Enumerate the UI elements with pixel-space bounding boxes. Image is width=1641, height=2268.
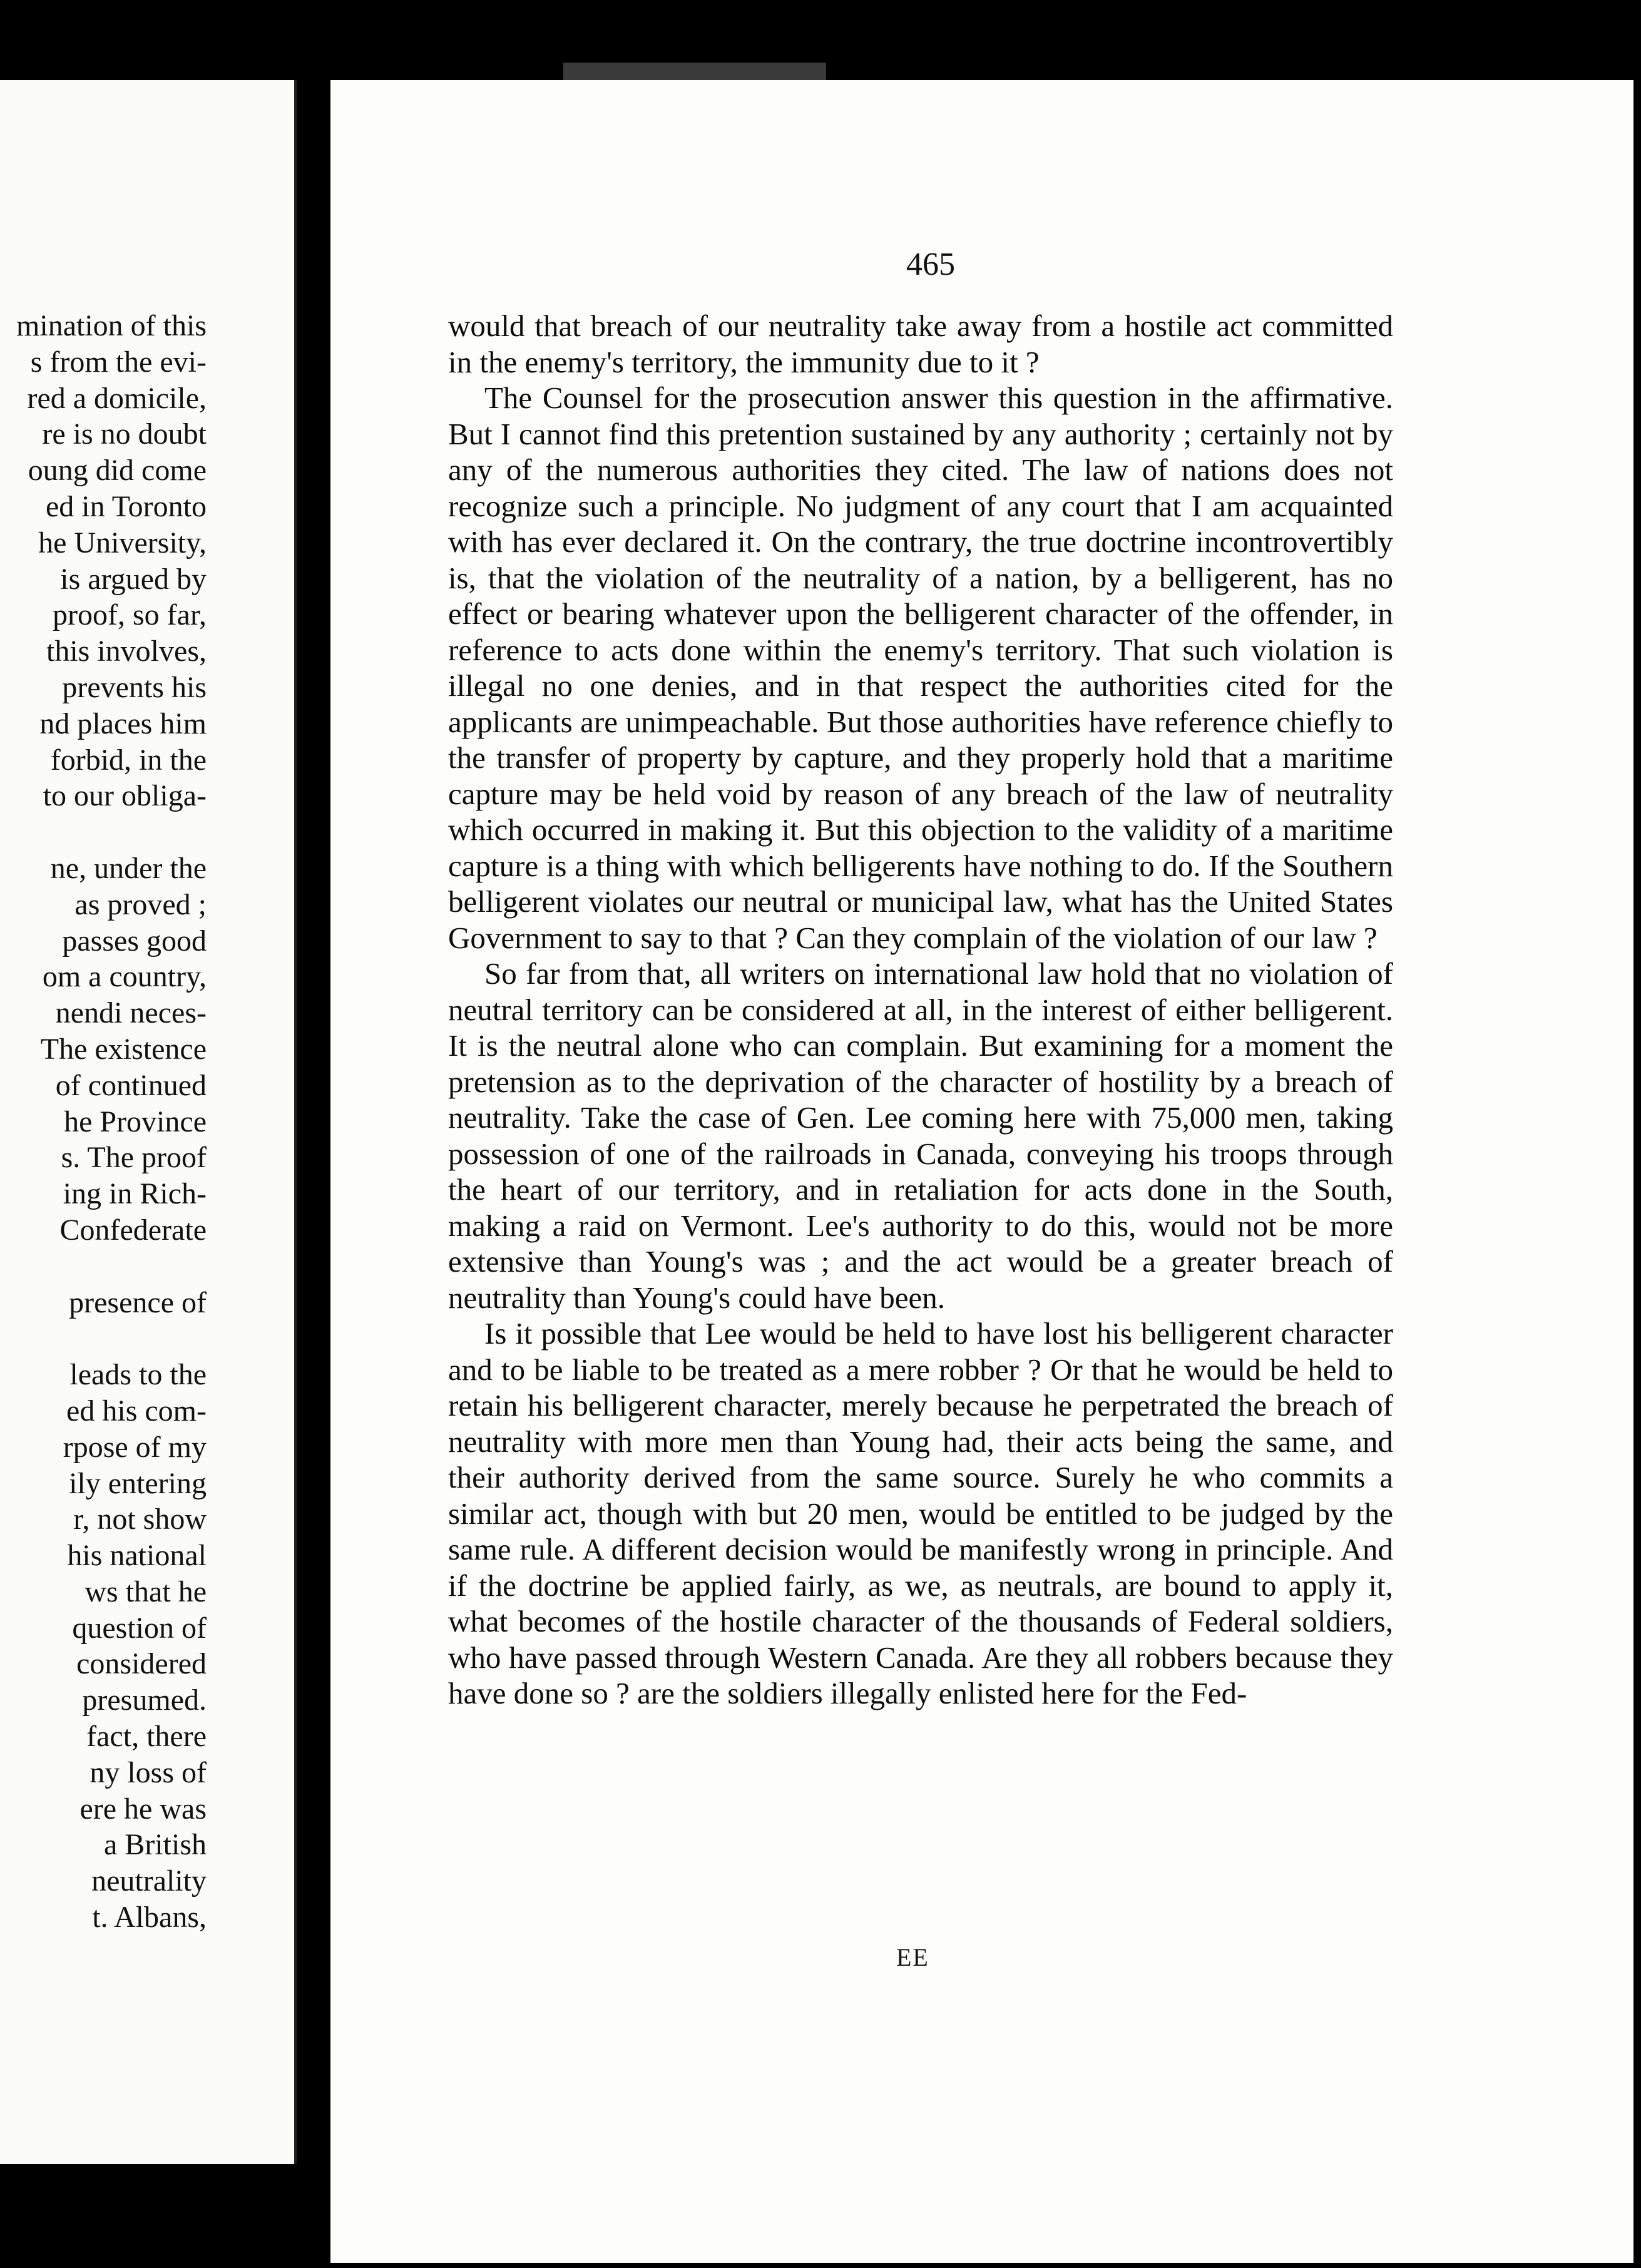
left-page-line: s from the evi- [30,345,207,379]
left-page-line: presumed. [82,1683,207,1717]
left-page-line: ed in Toronto [45,489,207,523]
left-page-line: t. Albans, [92,1901,207,1934]
left-page-line: red a domicile, [27,381,207,415]
left-page-line: prevents his [62,670,207,704]
left-page-line: his national [67,1539,207,1573]
left-page-line [0,1320,207,1357]
left-page-line: ne, under the [50,851,207,885]
left-page-line: question of [72,1611,207,1645]
left-page-line: fact, there [86,1720,207,1754]
left-page-line: leads to the [69,1358,207,1392]
paragraph-1: would that breach of our neutrality take away from a hostile act committed in the enemy's territory, the immunity due to it ? [448,309,1393,379]
left-page-line: of continued [55,1068,207,1102]
left-page-line: he Province [64,1105,207,1138]
left-page-text [0,308,207,1936]
page-number: 465 [906,247,955,282]
left-page-line: nendi neces- [55,996,207,1030]
left-page-line: neutrality [91,1864,207,1898]
left-page-line: s. The proof [61,1141,207,1175]
left-page-line: is argued by [60,562,207,596]
left-page-line: rpose of my [63,1430,207,1464]
left-page-line: forbid, in the [50,743,207,777]
left-page-line [0,814,207,850]
left-page-line: om a country, [42,960,207,994]
paragraph-2: The Counsel for the prosecution answer this question in the affirmative. But I cannot find this pretention sustained by any authority ; certainly not by any of the numerous authorities they cited. The law of nations does not recognize such a principle. No judgment of any court that I am acquainted with has ever declared it. On the contrary, the true doctrine incontrovertibly is, that the violation of the neutrality of a nation, by a belligerent, has no effect or bearing whatever upon the belligerent character of the offender, in reference to acts done within the enemy's territory. That such violation is illegal no one denies, and in that respect the authorities cited for the applicants are unimpeachable. But those authorities have reference chiefly to the transfer of property by capture, and they properly hold that a maritime capture may be held void by reason of any breach of the law of neutrality which occurred in making it. But this objection to the validity of a maritime capture is a thing with which belligerents have nothing to do. If the Southern belligerent violates our neutral or municipal law, what has the United States Government to say to that ? Can they complain of the violation of our law ? [448,381,1393,955]
left-page-line: mination of this [16,309,207,342]
left-page-line: ily entering [69,1466,207,1500]
left-page-line: oung did come [28,454,207,488]
left-page-line: re is no doubt [42,417,207,451]
left-page-line: presence of [69,1285,207,1319]
left-page-line: ere he was [79,1792,207,1826]
left-page-line: nd places him [39,707,207,740]
left-page-line: ed his com- [66,1394,207,1428]
left-page-line: r, not show [73,1503,207,1536]
left-page-line: Confederate [59,1213,207,1247]
left-page-fragment [0,80,297,2164]
left-page-line: a British [104,1828,207,1862]
signature-mark: EE [896,1943,929,1971]
left-page-line [0,1249,207,1285]
left-page-line: he University, [38,526,207,559]
left-page-line: this involves, [46,635,207,668]
left-page-line: to our obliga- [43,779,207,813]
left-page-line: ws that he [84,1575,207,1608]
left-page-line: considered [76,1647,207,1681]
left-page-line: as proved ; [74,887,207,921]
paragraph-4: Is it possible that Lee would be held to have lost his belligerent character and to be liable to be treated as a mere robber ? Or that he would be held to retain his belligerent character, merely because he perpetrated the breach of neutrality with more men than Young had, their acts being the same, and their authority derived from the same source. Surely he who commits a similar act, though with but 20 men, would be entitled to be judged by the same rule. A different decision would be manifestly wrong in principle. And if the doctrine be applied fairly, as we, as neutrals, are bound to apply it, what becomes of the hostile character of the thousands of Federal soldiers, who have passed through Western Canada. Are they all robbers because they have done so ? are the soldiers illegally enlisted here for the Fed- [448,1316,1393,1710]
left-page-line: ing in Rich- [63,1177,207,1211]
left-page-line: passes good [62,924,207,958]
left-page-line: ny loss of [89,1755,207,1789]
paragraph-3: So far from that, all writers on international law hold that no violation of neutral territory can be considered at all, in the interest of either belligerent. It is the neutral alone who can complain. But examining for a moment the pretension as to the deprivation of the character of hostility by a breach of neutrality. Take the case of Gen. Lee coming here with 75,000 men, taking possession of one of the railroads in Canada, conveying his troops through the heart of our territory, and in retaliation for acts done in the South, making a raid on Vermont. Lee's authority to do this, would not be more extensive than Young's was ; and the act would be a greater breach of neutrality than Young's could have been. [448,956,1393,1315]
main-text [448,308,1393,1712]
left-page-line: The existence [40,1032,207,1066]
left-page-line: proof, so far, [53,598,207,632]
